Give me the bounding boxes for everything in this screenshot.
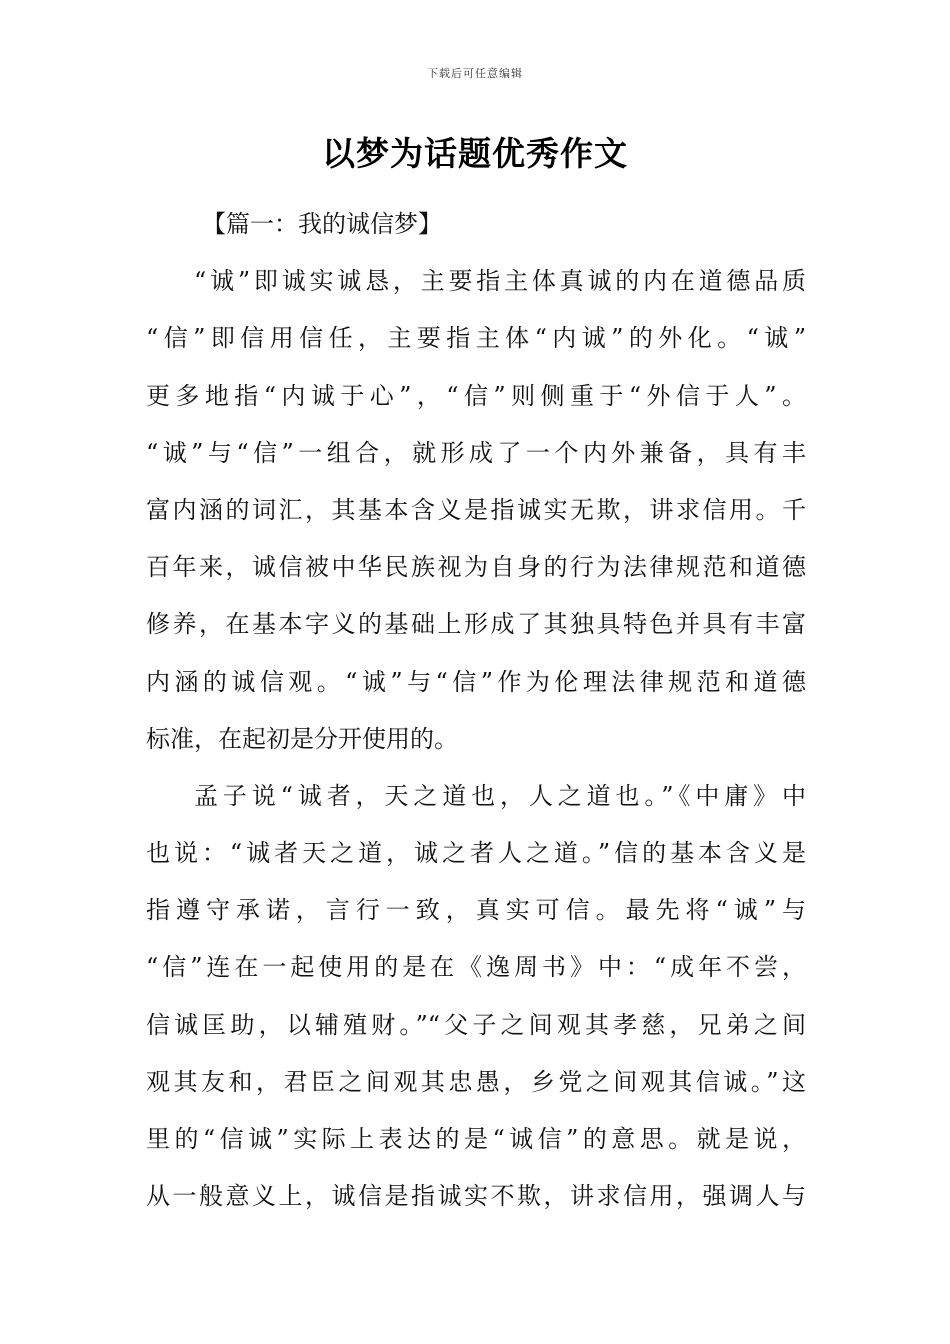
paragraph-line: “诚”即诚实诚恳，主要指主体真诚的内在道德品质 xyxy=(194,267,806,296)
paragraph-line: 修养，在基本字义的基础上形成了其独具特色并具有丰富 xyxy=(146,610,806,639)
paragraph-line: 更多地指“内诚于心”，“信”则侧重于“外信于人”。 xyxy=(146,381,806,410)
page-header-note: 下载后可任意编辑 xyxy=(427,67,523,80)
paragraph-line: “信”即信用信任，主要指主体“内诚”的外化。“诚” xyxy=(146,324,806,353)
paragraph-line: 百年来，诚信被中华民族视为自身的行为法律规范和道德 xyxy=(146,553,806,582)
paragraph-line: 标准，在起初是分开使用的。 xyxy=(146,724,458,753)
paragraph-line: 从一般意义上，诚信是指诚实不欺，讲求信用，强调人与 xyxy=(146,1182,806,1211)
paragraph-line: “诚”与“信”一组合，就形成了一个内外兼备，具有丰 xyxy=(146,438,806,467)
paragraph-line: 孟子说“诚者，天之道也，人之道也。”《中庸》中 xyxy=(194,781,806,810)
section-heading: 【篇一：我的诚信梦】 xyxy=(202,210,442,238)
paragraph-line: 指遵守承诺，言行一致，真实可信。最先将“诚”与 xyxy=(146,896,806,925)
paragraph-line: “信”连在一起使用的是在《逸周书》中：“成年不尝， xyxy=(146,953,806,982)
paragraph-line: 内涵的诚信观。“诚”与“信”作为伦理法律规范和道德 xyxy=(146,667,806,696)
document-title: 以梦为话题优秀作文 xyxy=(322,134,628,173)
document-body xyxy=(146,196,806,1225)
paragraph-1 xyxy=(146,253,806,768)
paragraph-line: 也说：“诚者天之道，诚之者人之道。”信的基本含义是 xyxy=(146,839,806,868)
paragraph-2 xyxy=(146,768,806,1226)
paragraph-line: 里的“信诚”实际上表达的是“诚信”的意思。就是说， xyxy=(146,1125,806,1153)
paragraph-line: 富内涵的词汇，其基本含义是指诚实无欺，讲求信用。千 xyxy=(146,495,806,524)
paragraph-line: 信诚匡助，以辅殖财。”“父子之间观其孝慈，兄弟之间 xyxy=(146,1010,806,1039)
paragraph-line: 观其友和，君臣之间观其忠愚，乡党之间观其信诚。”这 xyxy=(146,1067,806,1096)
